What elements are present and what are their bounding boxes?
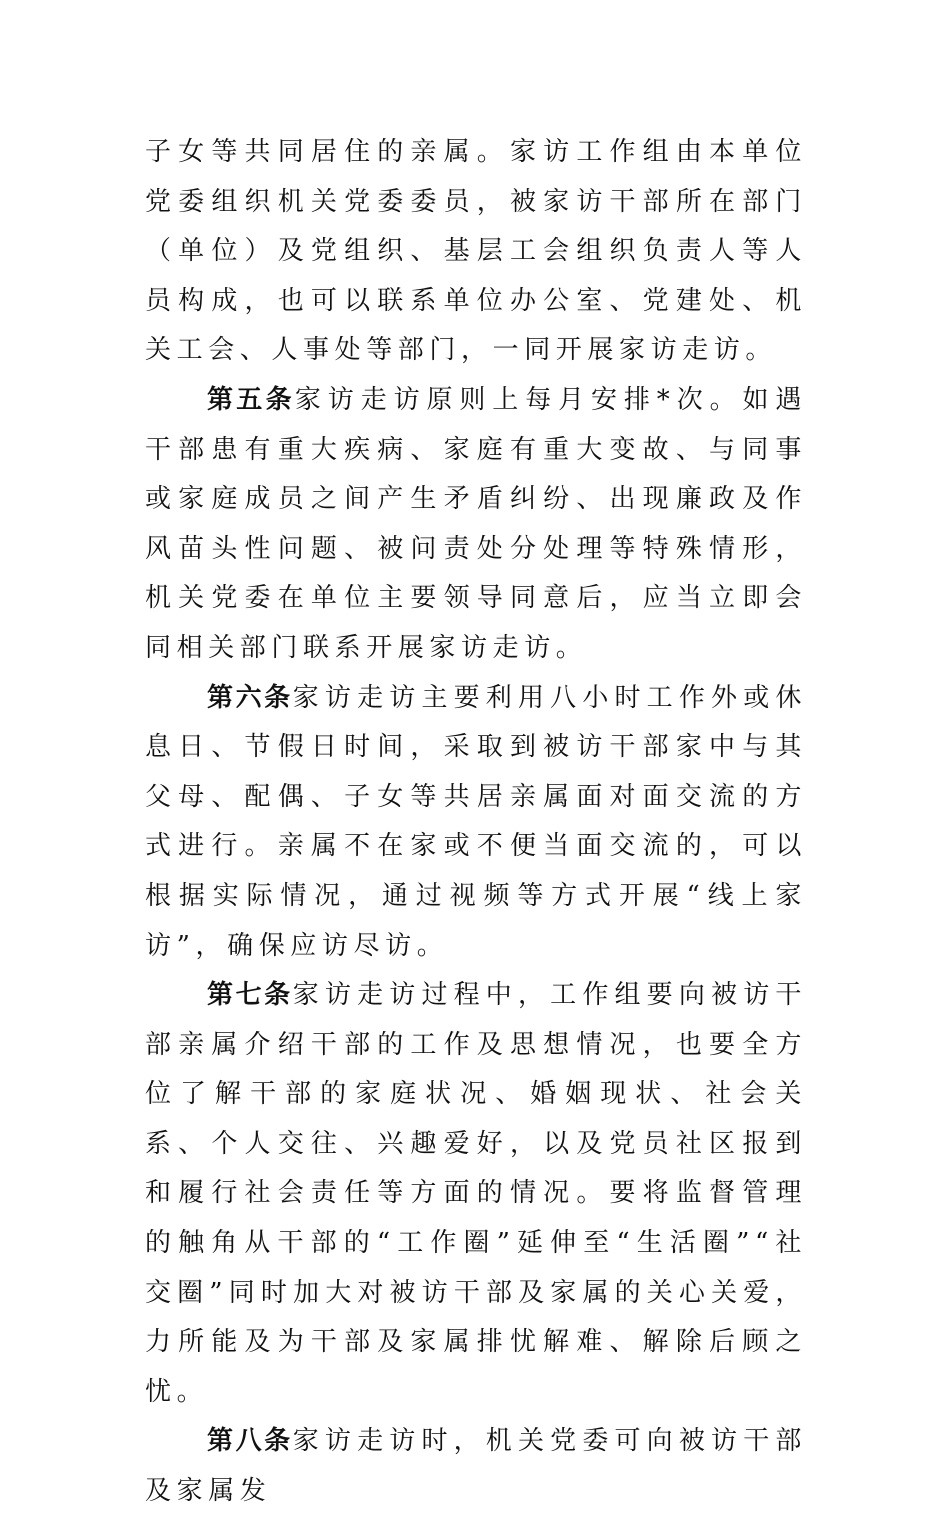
article-6-paragraph [145,674,807,972]
paragraph-text: 家访走访原则上每月安排*次。如遇干部患有重大疾病、家庭有重大变故、与同事或家庭成员之间产生矛盾纠纷、出现廉政及作风苗头性问题、被问责处分处理等特殊情形，机关党委在单位主要领导同意后，应当立即会同相关部门联系开展家访走访。 [145,384,807,663]
article-number: 第七条 [207,980,293,1011]
article-7-paragraph [145,971,807,1417]
article-number: 第五条 [207,384,295,415]
article-number: 第八条 [207,1426,293,1457]
article-number: 第六条 [207,682,293,713]
document-page [145,128,807,1517]
paragraph-text: 家访走访过程中，工作组要向被访干部亲属介绍干部的工作及思想情况，也要全方位了解干部的家庭状况、婚姻现状、社会关系、个人交往、兴趣爱好，以及党员社区报到和履行社会责任等方面的情况。要将监督管理的触角从干部的“工作圈”延伸至“生活圈”“社交圈”同时加大对被访干部及家属的关心关爱，力所能及为干部及家属排忧解难、解除后顾之忧。 [145,980,807,1407]
article-8-paragraph [145,1417,807,1516]
paragraph-text: 家访走访时，机关党委可向被访干部及家属发 [145,1426,807,1507]
article-5-paragraph [145,376,807,674]
paragraph-text: 家访走访主要利用八小时工作外或休息日、节假日时间，采取到被访干部家中与其父母、配偶、子女等共居亲属面对面交流的方式进行。亲属不在家或不便当面交流的，可以根据实际情况，通过视频等方式开展“线上家访”，确保应访尽访。 [145,682,807,961]
paragraph-continuation [145,128,807,376]
paragraph-text: 子女等共同居住的亲属。家访工作组由本单位党委组织机关党委委员，被家访干部所在部门（单位）及党组织、基层工会组织负责人等人员构成，也可以联系单位办公室、党建处、机关工会、人事处等部门，一同开展家访走访。 [145,137,807,366]
